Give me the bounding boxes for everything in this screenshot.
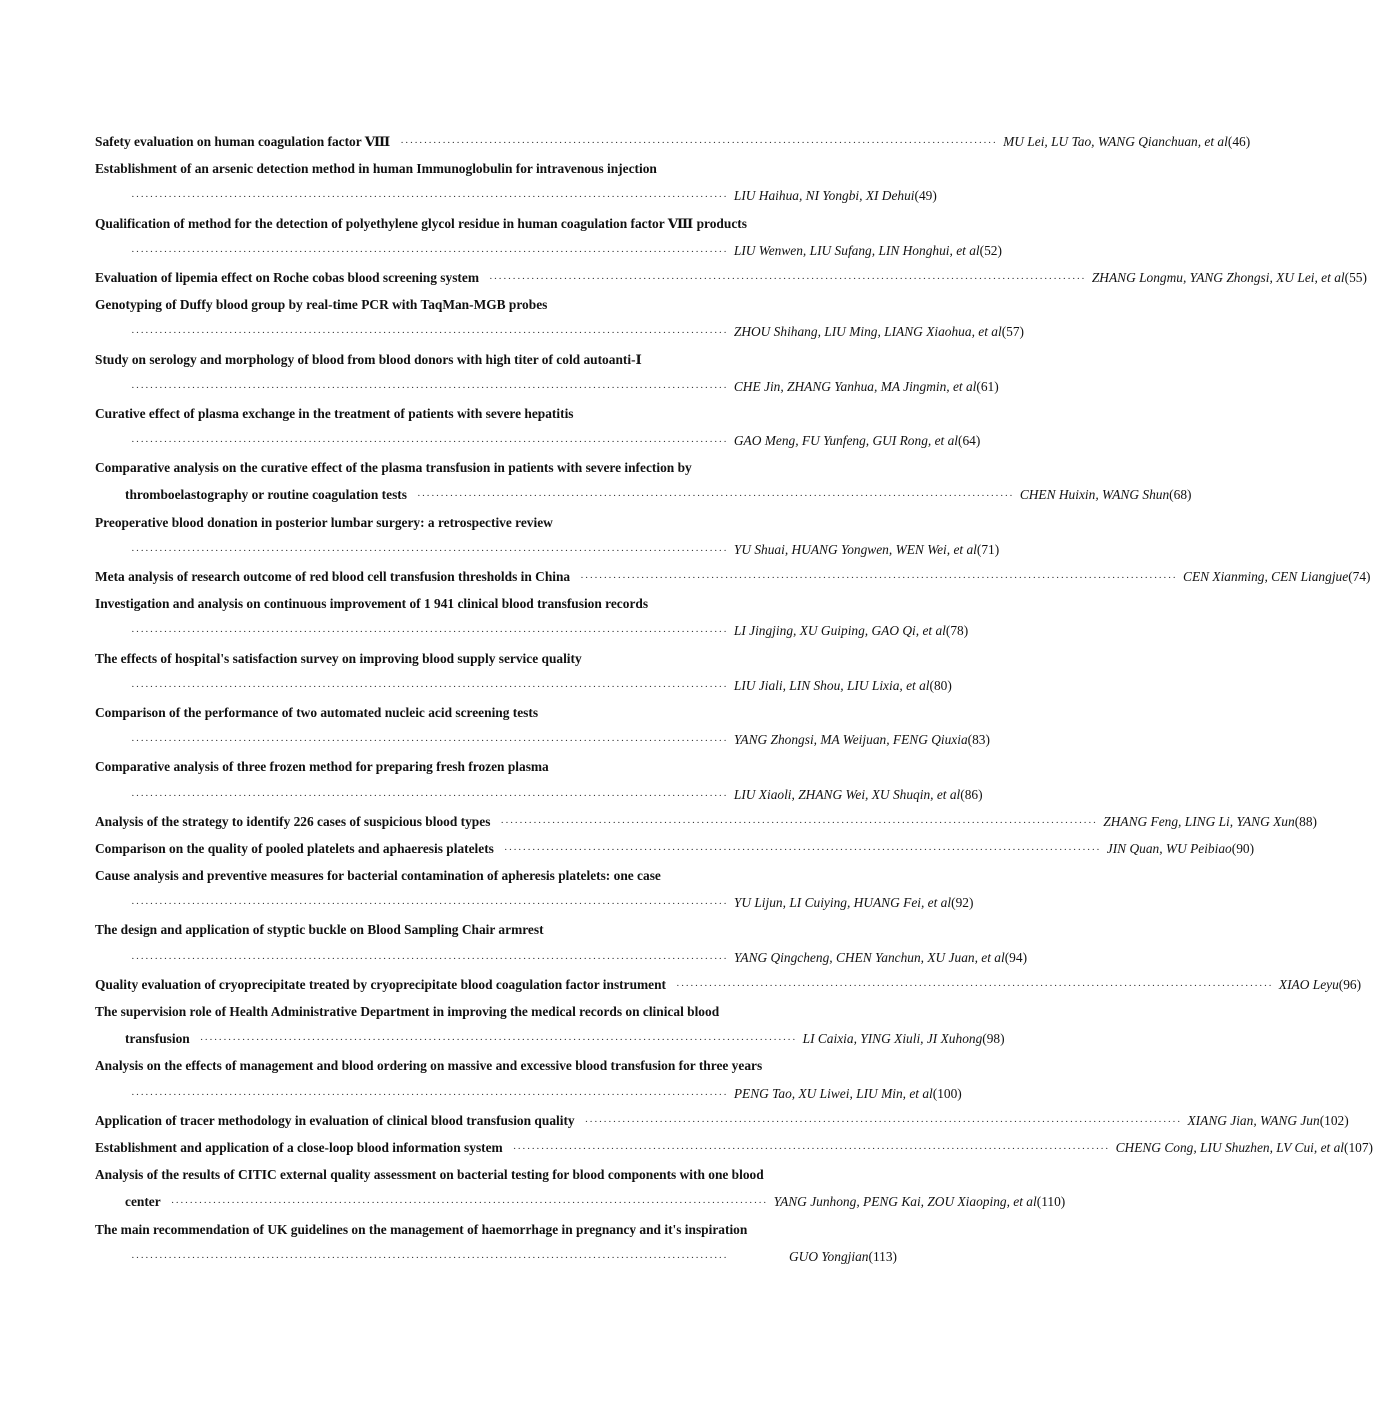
- entry-title-line: [95, 210, 897, 237]
- entry-authors: GAO Meng, FU Yunfeng, GUI Rong, et al: [733, 433, 959, 449]
- entry-title: The effects of hospital's satisfaction survey on improving blood supply service quality: [95, 650, 582, 666]
- entry-title: center: [125, 1194, 161, 1210]
- entry-authors: CHEN Huixin, WANG Shun: [1019, 487, 1170, 503]
- toc-entry-author-line: [95, 182, 937, 209]
- entry-title-line: [95, 155, 897, 182]
- entry-authors: ZHANG Longmu, YANG Zhongsi, XU Lei, et al: [1091, 269, 1345, 285]
- entry-authors: YANG Junhong, PENG Kai, ZOU Xiaoping, et al: [773, 1194, 1037, 1210]
- leader-dots: ································································································································: [131, 245, 728, 258]
- leader-dots: ································································································································: [512, 1142, 1110, 1155]
- leader-dots: ································································································································: [131, 381, 728, 394]
- entry-authors: YANG Zhongsi, MA Weijuan, FENG Qiuxia: [733, 732, 968, 748]
- entry-title: Comparative analysis of three frozen method for preparing fresh frozen plasma: [95, 759, 549, 775]
- entry-page: (86): [960, 786, 983, 802]
- entry-title: Quality evaluation of cryoprecipitate treated by cryoprecipitate blood coagulation factor instrument: [95, 976, 667, 992]
- toc-entry-author-line: [95, 481, 1192, 508]
- entry-authors: LIU Haihua, NI Yongbi, XI Dehui: [733, 188, 915, 204]
- entry-page: (80): [929, 677, 952, 693]
- leader-dots: ································································································································: [500, 816, 1098, 829]
- toc-entry-author-line: [95, 128, 1251, 155]
- entry-title: Application of tracer methodology in evaluation of clinical blood transfusion quality: [95, 1112, 575, 1128]
- entry-page: (52): [979, 242, 1002, 258]
- toc-entry-author-line: [95, 726, 990, 753]
- entry-title: The main recommendation of UK guidelines on the management of haemorrhage in pregnancy and it's inspiration: [95, 1221, 748, 1237]
- toc-entry-author-line: [95, 781, 983, 808]
- toc-entry-author-line: [95, 563, 1371, 590]
- entry-authors: GUO Yongjian: [788, 1248, 869, 1264]
- toc-entry-author-line: [95, 264, 1367, 291]
- entry-authors: MU Lei, LU Tao, WANG Qianchuan, et al: [1003, 134, 1228, 149]
- entry-authors: ZHANG Feng, LING Li, YANG Xun: [1103, 813, 1295, 829]
- entry-title: Establishment and application of a close-loop blood information system: [95, 1139, 503, 1155]
- toc-entry-author-line: [95, 1134, 1373, 1161]
- entry-title: Cause analysis and preventive measures for bacterial contamination of apheresis platelets: one case: [95, 868, 661, 884]
- entry-page: (68): [1169, 487, 1192, 503]
- leader-dots: ································································································································: [131, 680, 728, 693]
- entry-authors: XIAO Leyu: [1278, 976, 1339, 992]
- entry-title: Meta analysis of research outcome of red blood cell transfusion thresholds in China: [95, 569, 571, 584]
- entry-title: The design and application of styptic buckle on Blood Sampling Chair armrest: [95, 922, 544, 938]
- toc-entry-author-line: [95, 835, 1255, 862]
- entry-page: (74): [1348, 569, 1371, 584]
- entry-title: Safety evaluation on human coagulation factor Ⅷ: [95, 134, 391, 149]
- entry-authors: YANG Qingcheng, CHEN Yanchun, XU Juan, et al: [733, 949, 1005, 965]
- table-of-contents: [95, 128, 1373, 1270]
- entry-title: Analysis on the effects of management and blood ordering on massive and excessive blood transfusion for three years: [95, 1058, 763, 1074]
- entry-page: (88): [1294, 813, 1317, 829]
- leader-dots: ································································································································: [131, 626, 728, 639]
- entry-page: (64): [958, 433, 981, 449]
- entry-title-line: [95, 291, 897, 318]
- entry-title: Analysis of the results of CITIC external quality assessment on bacterial testing for blood components with one blood: [95, 1167, 764, 1183]
- entry-page: (98): [982, 1031, 1005, 1047]
- entry-authors: LI Caixia, YING Xiuli, JI Xuhong: [802, 1031, 983, 1047]
- entry-title-line: [95, 1161, 897, 1188]
- entry-page: (92): [951, 895, 974, 911]
- toc-entry-author-line: [95, 889, 974, 916]
- entry-page: (94): [1004, 949, 1028, 965]
- leader-dots: ································································································································: [580, 572, 1178, 584]
- entry-title: Comparison of the performance of two automated nucleic acid screening tests: [95, 704, 539, 720]
- leader-dots: ································································································································: [416, 490, 1014, 503]
- entry-title: Qualification of method for the detection of polyethylene glycol residue in human coagulation factor Ⅷ products: [95, 215, 747, 231]
- entry-title-line: [95, 699, 897, 726]
- leader-dots: ································································································································: [584, 1115, 1182, 1128]
- entry-title: thromboelastography or routine coagulation tests: [125, 487, 407, 503]
- toc-entry-author-line: [95, 1243, 897, 1270]
- entry-page: (110): [1036, 1194, 1066, 1210]
- entry-page: (96): [1338, 976, 1362, 992]
- entry-page: (102): [1319, 1112, 1349, 1128]
- leader-dots: ································································································································: [676, 979, 1273, 992]
- leader-dots: ································································································································: [400, 137, 998, 149]
- entry-title: Genotyping of Duffy blood group by real-time PCR with TaqMan-MGB probes: [95, 297, 548, 313]
- leader-dots: ································································································································: [131, 735, 728, 748]
- entry-title: Investigation and analysis on continuous improvement of 1 941 clinical blood transfusion records: [95, 596, 649, 612]
- entry-title: Comparative analysis on the curative effect of the plasma transfusion in patients with severe infection by: [95, 460, 692, 476]
- leader-dots: ································································································································: [199, 1034, 797, 1047]
- entry-page: (61): [976, 378, 999, 394]
- entry-title: Preoperative blood donation in posterior lumbar surgery: a retrospective review: [95, 514, 553, 530]
- toc-entry-author-line: [95, 536, 1000, 563]
- toc-entry-author-line: [95, 237, 1002, 264]
- entry-page: (100): [932, 1085, 962, 1101]
- entry-page: (57): [1001, 324, 1025, 340]
- leader-dots: ································································································································: [131, 1251, 728, 1264]
- entry-page: (83): [967, 732, 990, 748]
- toc-entry-author-line: [95, 373, 999, 400]
- entry-title-line: [95, 1052, 897, 1079]
- entry-authors: CHENG Cong, LIU Shuzhen, LV Cui, et al: [1115, 1139, 1344, 1155]
- entry-page: (78): [945, 623, 969, 639]
- entry-title-line: [95, 753, 897, 780]
- entry-title-line: [95, 916, 897, 943]
- entry-page: (107): [1344, 1139, 1373, 1155]
- leader-dots: ································································································································: [131, 327, 728, 340]
- entry-authors: LI Jingjing, XU Guiping, GAO Qi, et al: [733, 623, 946, 639]
- toc-entry-author-line: [95, 944, 1028, 971]
- leader-dots: ································································································································: [131, 191, 728, 204]
- entry-authors: YU Shuai, HUANG Yongwen, WEN Wei, et al: [733, 541, 977, 557]
- toc-entry-author-line: [95, 971, 1362, 998]
- entry-title-line: [95, 998, 897, 1025]
- entry-title: The supervision role of Health Administrative Department in improving the medical records on clinical blood: [95, 1004, 720, 1019]
- leader-dots: ································································································································: [131, 952, 728, 965]
- entry-authors: CHE Jin, ZHANG Yanhua, MA Jingmin, et al: [733, 378, 977, 394]
- leader-dots: ································································································································: [131, 436, 728, 449]
- toc-entry-author-line: [95, 808, 1317, 835]
- entry-title-line: [95, 590, 897, 617]
- entry-title-line: [95, 1216, 897, 1243]
- entry-title-line: [95, 346, 897, 373]
- entry-page: (46): [1227, 134, 1251, 149]
- entry-authors: YU Lijun, LI Cuiying, HUANG Fei, et al: [733, 895, 952, 911]
- leader-dots: ································································································································: [170, 1197, 768, 1210]
- leader-dots: ································································································································: [131, 789, 728, 802]
- entry-title: Curative effect of plasma exchange in the treatment of patients with severe hepatitis: [95, 405, 574, 421]
- toc-entry-author-line: [95, 1188, 1066, 1215]
- entry-page: (55): [1344, 269, 1367, 285]
- toc-entry-author-line: [95, 318, 1025, 345]
- entry-authors: XIANG Jian, WANG Jun: [1187, 1112, 1320, 1128]
- entry-authors: LIU Jiali, LIN Shou, LIU Lixia, et al: [733, 677, 930, 693]
- entry-page: (49): [914, 188, 937, 204]
- entry-title: Comparison on the quality of pooled platelets and aphaeresis platelets: [95, 840, 494, 856]
- entry-title-line: [95, 400, 897, 427]
- entry-title-line: [95, 509, 897, 536]
- leader-dots: ································································································································: [488, 272, 1086, 285]
- entry-page: (113): [868, 1248, 897, 1264]
- entry-authors: PENG Tao, XU Liwei, LIU Min, et al: [733, 1085, 933, 1101]
- toc-entry-author-line: [95, 1107, 1349, 1134]
- entry-page: (71): [976, 541, 1000, 557]
- entry-title-line: [95, 862, 897, 889]
- entry-title-line: [95, 454, 897, 481]
- entry-title-line: [95, 645, 897, 672]
- entry-authors: ZHOU Shihang, LIU Ming, LIANG Xiaohua, et al: [733, 324, 1002, 340]
- entry-title: Analysis of the strategy to identify 226 cases of suspicious blood types: [95, 813, 491, 829]
- entry-title: transfusion: [125, 1031, 190, 1047]
- leader-dots: ································································································································: [131, 544, 728, 557]
- toc-entry-author-line: [95, 427, 981, 454]
- entry-authors: LIU Xiaoli, ZHANG Wei, XU Shuqin, et al: [733, 786, 961, 802]
- toc-entry-author-line: [95, 1025, 1005, 1052]
- leader-dots: ································································································································: [131, 898, 728, 911]
- toc-entry-author-line: [95, 672, 952, 699]
- entry-title: Study on serology and morphology of blood from blood donors with high titer of cold autoanti-Ⅰ: [95, 351, 642, 367]
- entry-title: Establishment of an arsenic detection method in human Immunoglobulin for intravenous injection: [95, 161, 657, 177]
- toc-entry-author-line: [95, 617, 969, 644]
- leader-dots: ································································································································: [503, 843, 1101, 856]
- entry-title: Evaluation of lipemia effect on Roche cobas blood screening system: [95, 269, 479, 285]
- entry-page: (90): [1231, 840, 1255, 856]
- entry-authors: CEN Xianming, CEN Liangjue: [1183, 569, 1349, 584]
- entry-authors: JIN Quan, WU Peibiao: [1106, 840, 1232, 856]
- toc-entry-author-line: [95, 1080, 962, 1107]
- leader-dots: ································································································································: [131, 1088, 728, 1101]
- entry-authors: LIU Wenwen, LIU Sufang, LIN Honghui, et al: [733, 242, 980, 258]
